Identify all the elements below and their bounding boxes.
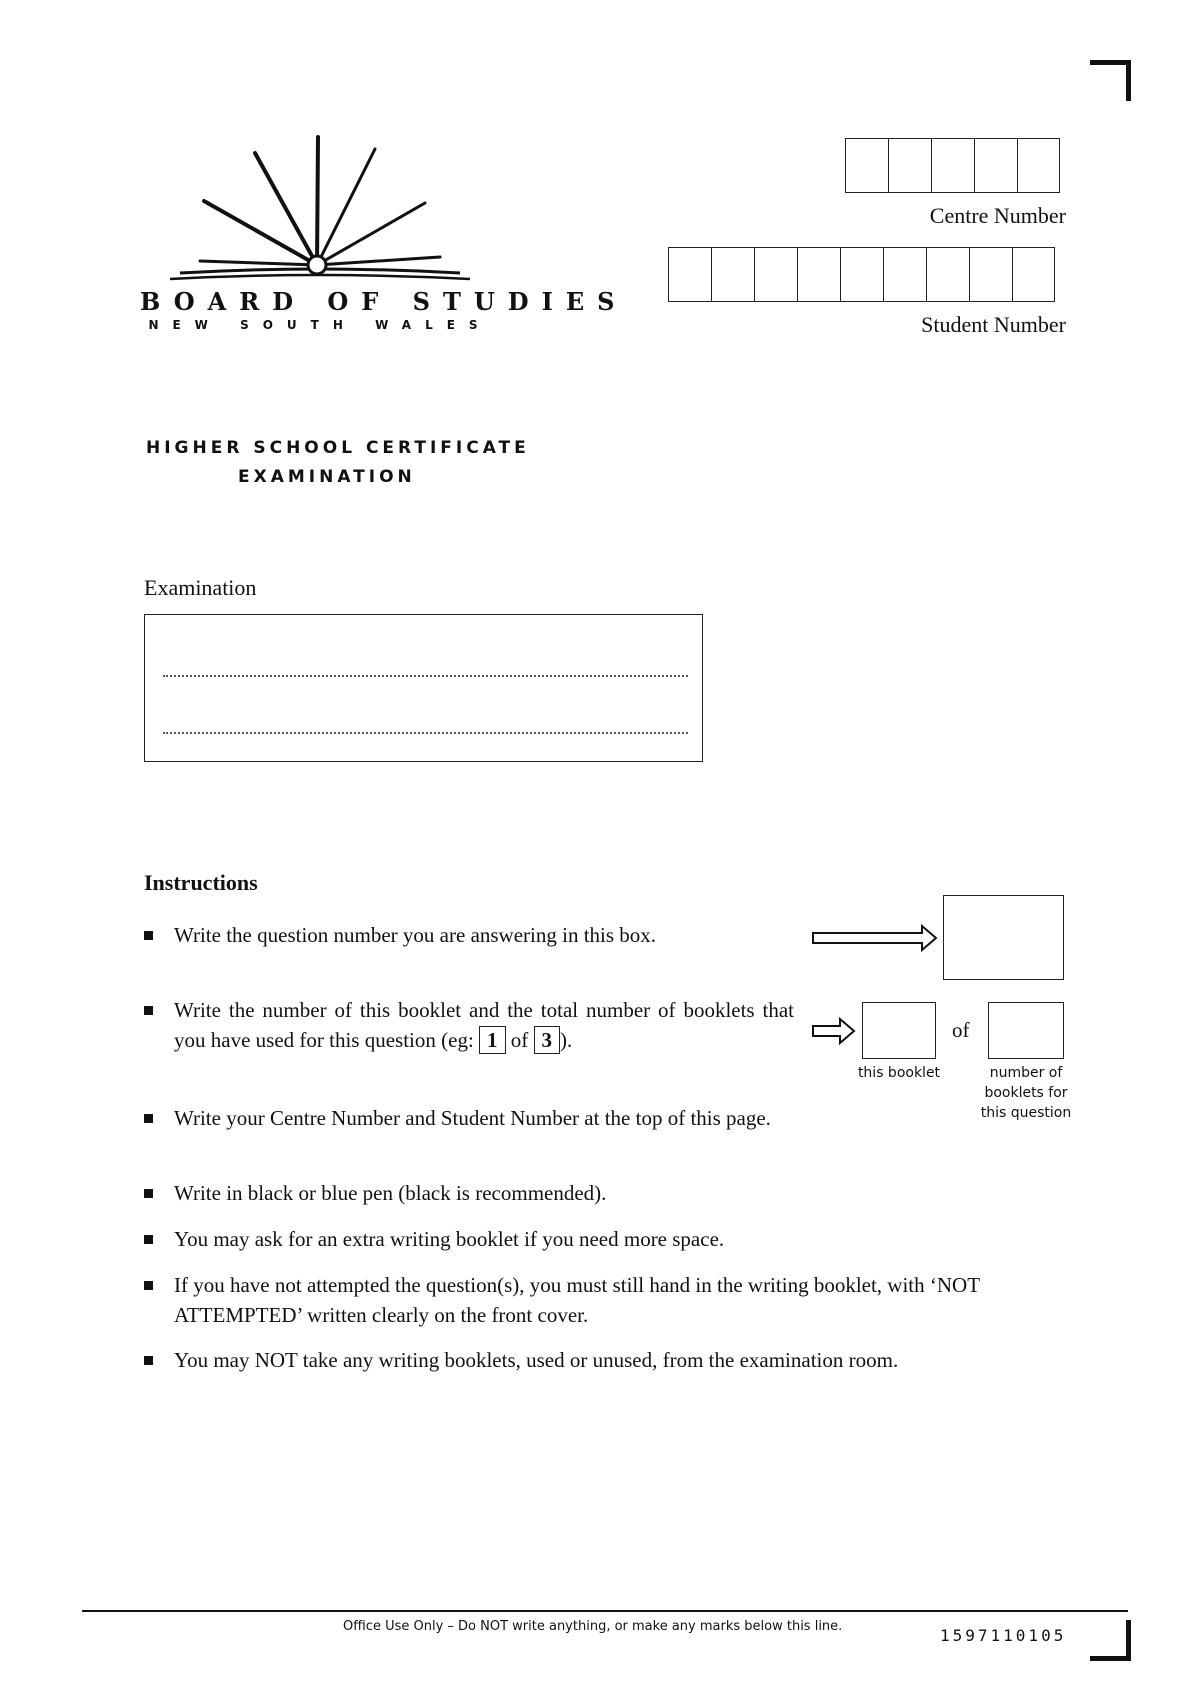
example-box-1: 1 bbox=[479, 1026, 506, 1054]
total-booklets-box[interactable] bbox=[988, 1002, 1064, 1059]
student-number-field bbox=[668, 247, 1055, 302]
instruction-item: You may ask for an extra writing booklet if you need more space. bbox=[144, 1224, 1074, 1254]
exam-title-line-1: HIGHER SCHOOL CERTIFICATE bbox=[146, 438, 530, 458]
logo-line-1: BOARD OF STUDIES bbox=[140, 287, 628, 316]
office-use-divider bbox=[82, 1610, 1128, 1612]
bullet-icon bbox=[144, 1281, 153, 1290]
bullet-icon bbox=[144, 1235, 153, 1244]
logo-line-2: NEW SOUTH WALES bbox=[148, 318, 492, 332]
this-booklet-box[interactable] bbox=[862, 1002, 936, 1059]
arrow-right-small-icon bbox=[812, 1017, 856, 1050]
board-of-studies-logo bbox=[140, 135, 628, 332]
student-number-box[interactable] bbox=[668, 247, 711, 302]
bullet-icon bbox=[144, 1114, 153, 1123]
examination-input-box[interactable] bbox=[144, 614, 703, 762]
sunburst-icon bbox=[140, 135, 500, 285]
centre-number-label: Centre Number bbox=[929, 203, 1066, 228]
student-number-box[interactable] bbox=[754, 247, 797, 302]
instruction-item: Write the number of this booklet and the total number of booklets that you have used for this question (eg: 1 of 3 ). bbox=[144, 995, 794, 1055]
instruction-item: Write the question number you are answering in this box. bbox=[144, 920, 764, 950]
exam-title-line-2: EXAMINATION bbox=[238, 467, 416, 487]
student-number-box[interactable] bbox=[840, 247, 883, 302]
instruction-item: Write in black or blue pen (black is recommended). bbox=[144, 1178, 1074, 1208]
student-number-boxes[interactable] bbox=[668, 247, 1055, 302]
centre-number-box[interactable] bbox=[931, 138, 974, 193]
student-number-label: Student Number bbox=[921, 312, 1066, 337]
corner-mark-top-right bbox=[1090, 60, 1131, 101]
example-box-3: 3 bbox=[534, 1026, 561, 1054]
arrow-right-icon bbox=[812, 924, 938, 957]
question-number-box[interactable] bbox=[943, 895, 1064, 980]
centre-number-field bbox=[845, 138, 1060, 193]
centre-number-boxes[interactable] bbox=[845, 138, 1060, 193]
student-number-box[interactable] bbox=[926, 247, 969, 302]
corner-mark-bottom-right bbox=[1090, 1620, 1131, 1661]
examination-dotted-line[interactable] bbox=[163, 675, 688, 677]
centre-number-box[interactable] bbox=[888, 138, 931, 193]
student-number-box[interactable] bbox=[797, 247, 840, 302]
instructions-heading: Instructions bbox=[144, 870, 258, 895]
bullet-icon bbox=[144, 1356, 153, 1365]
student-number-box[interactable] bbox=[883, 247, 926, 302]
this-booklet-caption: this booklet bbox=[857, 1065, 941, 1081]
student-number-box[interactable] bbox=[969, 247, 1012, 302]
bullet-icon bbox=[144, 1006, 153, 1015]
bullet-icon bbox=[144, 1189, 153, 1198]
number-of-booklets-caption: number of booklets for this question bbox=[980, 1065, 1072, 1121]
examination-dotted-line[interactable] bbox=[163, 732, 688, 734]
instruction-item: You may NOT take any writing booklets, used or unused, from the examination room. bbox=[144, 1345, 1074, 1375]
bullet-icon bbox=[144, 931, 153, 940]
student-number-box[interactable] bbox=[1012, 247, 1055, 302]
instruction-item: If you have not attempted the question(s), you must still hand in the writing booklet, with ‘NOT ATTEMPTED’ written clearly on the front cover. bbox=[144, 1270, 1069, 1330]
office-use-note: Office Use Only – Do NOT write anything, or make any marks below this line. bbox=[343, 1619, 843, 1634]
instruction-item: Write your Centre Number and Student Number at the top of this page. bbox=[144, 1103, 794, 1133]
centre-number-box[interactable] bbox=[1017, 138, 1060, 193]
student-number-box[interactable] bbox=[711, 247, 754, 302]
centre-number-box[interactable] bbox=[845, 138, 888, 193]
booklet-of-label: of bbox=[952, 1018, 970, 1042]
booklet-code: 1597110105 bbox=[940, 1626, 1067, 1645]
examination-label: Examination bbox=[144, 575, 257, 600]
centre-number-box[interactable] bbox=[974, 138, 1017, 193]
